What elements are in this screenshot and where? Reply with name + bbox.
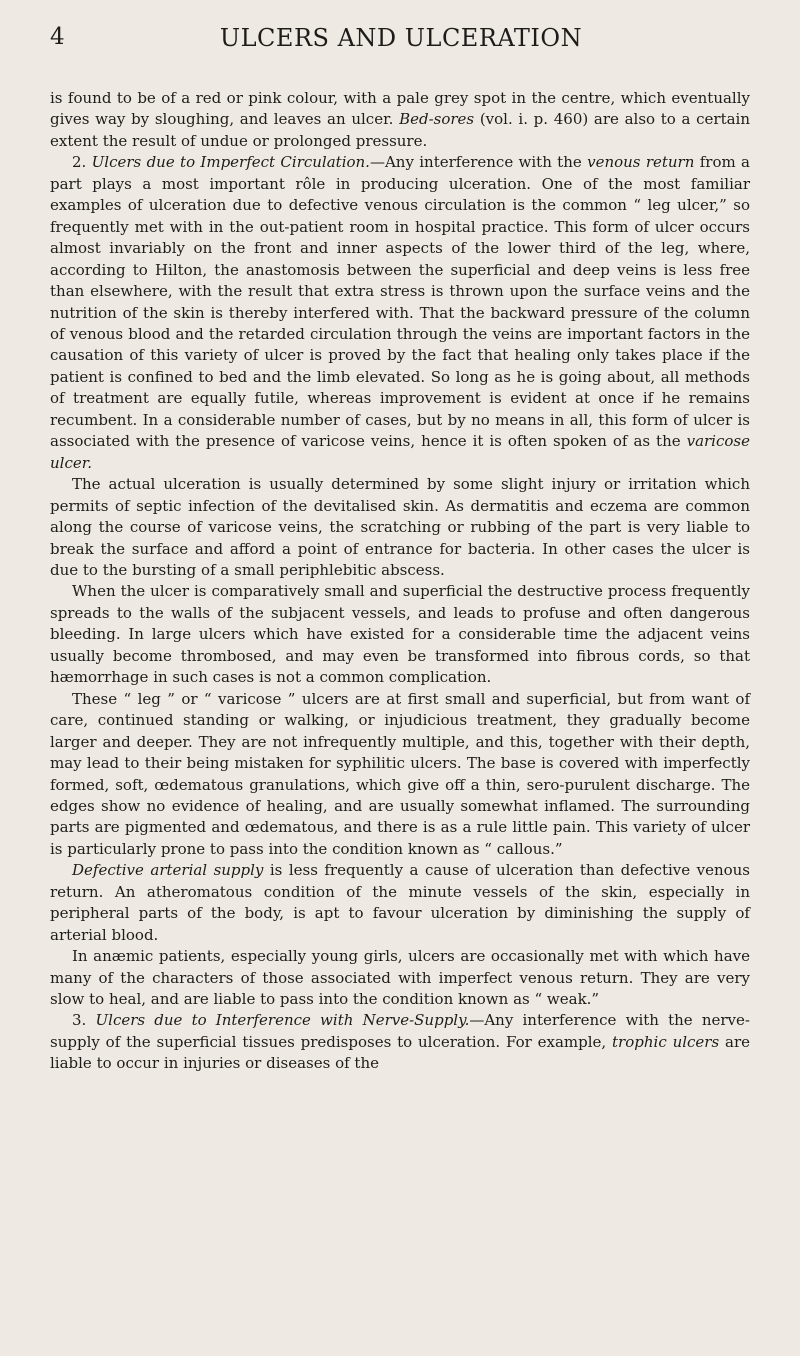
italic-text: Bed-sores — [399, 110, 475, 129]
text-run: (vol. i. p. 460) are also to a certain extent the result of undue or prolonged pressure. — [50, 110, 750, 150]
paragraph-1 — [50, 88, 750, 152]
paragraph-2 — [50, 152, 750, 474]
text-run: When the ulcer is comparatively small and superficial the destructive process frequently spreads to the walls of the subjacent vessels, and leads to profuse and often dangerous bleeding. In large ulcers which have existed for a considerable time the adjacent veins usually become thrombosed, and may even be transformed into fibrous cords, so that hæmorrhage in such cases is not a common complication. — [50, 582, 750, 687]
paragraph-6 — [50, 860, 750, 946]
italic-text: Ulcers due to Imperfect Circulation. — [91, 153, 370, 172]
text-run: is less frequently a cause of ulceration than defective venous return. An atheromatous condition of the minute vessels of the skin, especially in peripheral parts of the body, is apt to favour ulceration by diminishing the supply of arterial blood. — [50, 861, 750, 944]
text-run: In anæmic patients, especially young girls, ulcers are occasionally met with which have many of the characters of those associated with imperfect venous return. They are very slow to heal, and are liable to pass into the condition known as “ weak.” — [50, 947, 750, 1009]
text-run: is found to be of a red or pink colour, with a pale grey spot in the centre, which eventually gives way by sloughing, and leaves an ulcer. — [50, 89, 750, 129]
italic-text: Defective arterial supply — [72, 861, 264, 880]
paragraph-5 — [50, 689, 750, 861]
text-run: These “ leg ” or “ varicose ” ulcers are at first small and superficial, but from want of care, continued standing or walking, or injudicious treatment, they gradually become larger and deeper. They are not infrequently multiple, and this, together with their depth, may lead to their being mistaken for syphilitic ulcers. The base is covered with imperfectly formed, soft, œdematous granulations, which give off a thin, sero-purulent discharge. The edges show no evidence of healing, and are usually somewhat inflamed. The surrounding parts are pigmented and œdematous, and there is as a rule little pain. This variety of ulcer is particularly prone to pass into the condition known as “ callous.” — [50, 689, 750, 858]
italic-text: venous return — [587, 153, 695, 172]
page-number: 4 — [50, 24, 65, 50]
page-header — [50, 18, 752, 52]
text-run: from a part plays a most important rôle in producing ulceration. One of the most familiar examples of ulceration due to defective venous circulation is the common “ leg ulcer,” so frequently met with in the out-patient room in hospital practice. This form of ulcer occurs almost invariably on the front and inner aspects of the lower third of the leg, where, according to Hilton, the anastomosis between the superficial and deep veins is less free than elsewhere, with the result that extra stress is thrown upon the surface veins and the nutrition of the skin is thereby interfered with. That the backward pressure of the column of venous blood and the retarded circulation through the veins are important factors in the causation of this variety of ulcer is proved by the fact that healing only takes place if the patient is confined to bed and the limb elevated. So long as he is going about, all methods of treatment are equally futile, whereas improvement is evident at once if he remains recumbent. In a considerable number of cases, but by no means in all, this form of ulcer is associated with the presence of varicose veins, hence it is often spoken of as the — [50, 153, 750, 451]
text-run: 2. — [72, 153, 92, 172]
italic-text: Ulcers due to Interference with Nerve-Supply. — [95, 1011, 470, 1030]
italic-text: varicose ulcer. — [50, 432, 750, 472]
running-head: ULCERS AND ULCERATION — [219, 24, 583, 52]
text-run: —Any interference with the nerve-supply of the superficial tissues predisposes to ulceration. For example, — [50, 1011, 750, 1051]
paragraph-3 — [50, 474, 750, 581]
text-run: 3. — [72, 1011, 96, 1030]
text-run: The actual ulceration is usually determined by some slight injury or irritation which permits of septic infection of the devitalised skin. As dermatitis and eczema are common along the course of varicose veins, the scratching or rubbing of the part is very liable to break the surface and afford a point of entrance for bacteria. In other cases the ulcer is due to the bursting of a small periphlebitic abscess. — [50, 475, 750, 579]
paragraph-8 — [50, 1010, 750, 1074]
body-text — [50, 88, 750, 1075]
paragraph-7 — [50, 946, 750, 1010]
text-run: —Any interference with the — [369, 153, 588, 172]
paragraph-4 — [50, 581, 750, 688]
text-run: are liable to occur in injuries or diseases of the — [50, 1032, 751, 1073]
italic-text: trophic ulcers — [612, 1032, 720, 1051]
